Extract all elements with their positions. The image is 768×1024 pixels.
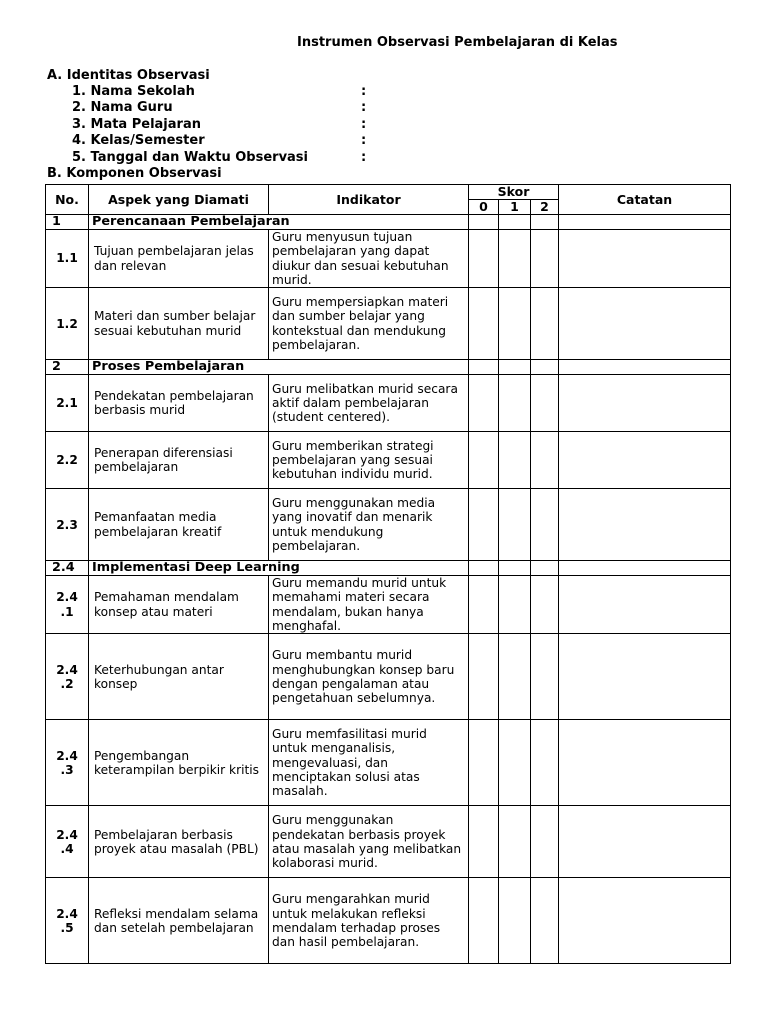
score-cell[interactable]	[531, 561, 559, 576]
indicator-cell: Guru membantu murid menghubungkan konsep baru dengan pengalaman atau pengetahuan sebelumnya.	[269, 634, 469, 720]
score-0-cell[interactable]	[469, 432, 499, 489]
document-title: Instrumen Observasi Pembelajaran di Kelas	[297, 35, 618, 50]
identity-row-date	[72, 149, 367, 166]
score-2-cell[interactable]	[531, 288, 559, 360]
note-cell[interactable]	[559, 720, 731, 806]
header-aspek: Aspek yang Diamati	[89, 185, 269, 215]
identity-label: 3. Mata Pelajaran	[72, 116, 201, 132]
note-cell[interactable]	[559, 806, 731, 878]
row-number: 1.1	[46, 230, 89, 288]
indicator-cell: Guru memfasilitasi murid untuk menganalisis, mengevaluasi, dan menciptakan solusi atas masalah.	[269, 720, 469, 806]
note-cell[interactable]	[559, 215, 731, 230]
score-1-cell[interactable]	[499, 576, 531, 634]
score-cell[interactable]	[499, 360, 531, 375]
score-1-cell[interactable]	[499, 634, 531, 720]
score-0-cell[interactable]	[469, 489, 499, 561]
header-score-1: 1	[499, 200, 531, 215]
row-number: 2.4 .5	[46, 878, 89, 964]
table-row	[46, 375, 731, 432]
identity-label: 4. Kelas/Semester	[72, 133, 205, 149]
score-0-cell[interactable]	[469, 634, 499, 720]
header-indikator: Indikator	[269, 185, 469, 215]
note-cell[interactable]	[559, 288, 731, 360]
indicator-cell: Guru mengarahkan murid untuk melakukan refleksi mendalam terhadap proses dan hasil pembelajaran.	[269, 878, 469, 964]
identity-colon: :	[361, 149, 367, 165]
score-1-cell[interactable]	[499, 489, 531, 561]
score-0-cell[interactable]	[469, 288, 499, 360]
section-title: Perencanaan Pembelajaran	[89, 215, 469, 230]
note-cell[interactable]	[559, 634, 731, 720]
score-1-cell[interactable]	[499, 230, 531, 288]
aspect-cell: Materi dan sumber belajar sesuai kebutuhan murid	[89, 288, 269, 360]
score-2-cell[interactable]	[531, 576, 559, 634]
score-cell[interactable]	[531, 360, 559, 375]
section-title: Implementasi Deep Learning	[89, 561, 469, 576]
aspect-cell: Tujuan pembelajaran jelas dan relevan	[89, 230, 269, 288]
section-number: 1	[46, 215, 89, 230]
score-1-cell[interactable]	[499, 375, 531, 432]
header-score-2: 2	[531, 200, 559, 215]
indicator-cell: Guru memberikan strategi pembelajaran yang sesuai kebutuhan individu murid.	[269, 432, 469, 489]
identity-label: 5. Tanggal dan Waktu Observasi	[72, 149, 309, 165]
indicator-cell: Guru memandu murid untuk memahami materi secara mendalam, bukan hanya menghafal.	[269, 576, 469, 634]
table-row	[46, 720, 731, 806]
score-cell[interactable]	[469, 360, 499, 375]
score-0-cell[interactable]	[469, 878, 499, 964]
score-2-cell[interactable]	[531, 375, 559, 432]
aspect-cell: Keterhubungan antar konsep	[89, 634, 269, 720]
row-number: 2.2	[46, 432, 89, 489]
score-0-cell[interactable]	[469, 720, 499, 806]
score-1-cell[interactable]	[499, 720, 531, 806]
score-0-cell[interactable]	[469, 576, 499, 634]
score-2-cell[interactable]	[531, 489, 559, 561]
score-1-cell[interactable]	[499, 878, 531, 964]
section-number: 2	[46, 360, 89, 375]
identity-colon: :	[361, 100, 367, 116]
section-row	[46, 360, 731, 375]
header-no: No.	[46, 185, 89, 215]
score-2-cell[interactable]	[531, 878, 559, 964]
identity-row-class	[72, 133, 367, 149]
note-cell[interactable]	[559, 878, 731, 964]
score-2-cell[interactable]	[531, 806, 559, 878]
table-row	[46, 230, 731, 288]
identity-label: 2. Nama Guru	[72, 100, 173, 116]
table-row	[46, 489, 731, 561]
identity-colon: :	[361, 133, 367, 149]
header-catatan: Catatan	[559, 185, 731, 215]
row-number: 2.4 .2	[46, 634, 89, 720]
section-a-heading: A. Identitas Observasi	[47, 68, 210, 83]
score-cell[interactable]	[469, 215, 499, 230]
score-cell[interactable]	[469, 561, 499, 576]
identity-row-school	[72, 84, 367, 100]
note-cell[interactable]	[559, 230, 731, 288]
table-row	[46, 806, 731, 878]
section-title: Proses Pembelajaran	[89, 360, 469, 375]
identity-row-subject	[72, 116, 367, 133]
identity-colon: :	[361, 116, 367, 132]
aspect-cell: Pemanfaatan media pembelajaran kreatif	[89, 489, 269, 561]
row-number: 2.1	[46, 375, 89, 432]
score-0-cell[interactable]	[469, 806, 499, 878]
note-cell[interactable]	[559, 561, 731, 576]
row-number: 2.3	[46, 489, 89, 561]
identity-row-teacher	[72, 100, 367, 116]
aspect-cell: Pengembangan keterampilan berpikir kritis	[89, 720, 269, 806]
indicator-cell: Guru menggunakan pendekatan berbasis proyek atau masalah yang melibatkan kolaborasi murid.	[269, 806, 469, 878]
note-cell[interactable]	[559, 576, 731, 634]
note-cell[interactable]	[559, 360, 731, 375]
table-row	[46, 878, 731, 964]
score-2-cell[interactable]	[531, 432, 559, 489]
score-2-cell[interactable]	[531, 720, 559, 806]
table-row	[46, 634, 731, 720]
identity-label: 1. Nama Sekolah	[72, 84, 195, 99]
row-number: 2.4 .1	[46, 576, 89, 634]
score-1-cell[interactable]	[499, 432, 531, 489]
identity-colon: :	[361, 84, 367, 99]
score-1-cell[interactable]	[499, 806, 531, 878]
header-score-0: 0	[469, 200, 499, 215]
indicator-cell: Guru mempersiapkan materi dan sumber belajar yang kontekstual dan mendukung pembelajaran.	[269, 288, 469, 360]
row-number: 2.4 .3	[46, 720, 89, 806]
score-0-cell[interactable]	[469, 230, 499, 288]
indicator-cell: Guru menyusun tujuan pembelajaran yang dapat diukur dan sesuai kebutuhan murid.	[269, 230, 469, 288]
table-row	[46, 432, 731, 489]
identity-list	[72, 84, 367, 166]
note-cell[interactable]	[559, 489, 731, 561]
score-2-cell[interactable]	[531, 230, 559, 288]
score-0-cell[interactable]	[469, 375, 499, 432]
row-number: 1.2	[46, 288, 89, 360]
indicator-cell: Guru menggunakan media yang inovatif dan menarik untuk mendukung pembelajaran.	[269, 489, 469, 561]
score-2-cell[interactable]	[531, 634, 559, 720]
aspect-cell: Penerapan diferensiasi pembelajaran	[89, 432, 269, 489]
score-cell[interactable]	[531, 215, 559, 230]
score-cell[interactable]	[499, 561, 531, 576]
aspect-cell: Pemahaman mendalam konsep atau materi	[89, 576, 269, 634]
aspect-cell: Pendekatan pembelajaran berbasis murid	[89, 375, 269, 432]
header-skor: Skor	[469, 185, 559, 200]
score-1-cell[interactable]	[499, 288, 531, 360]
section-row	[46, 561, 731, 576]
section-b-heading: B. Komponen Observasi	[47, 166, 222, 181]
section-number: 2.4	[46, 561, 89, 576]
row-number: 2.4 .4	[46, 806, 89, 878]
table-row	[46, 288, 731, 360]
note-cell[interactable]	[559, 375, 731, 432]
aspect-cell: Pembelajaran berbasis proyek atau masalah (PBL)	[89, 806, 269, 878]
section-row	[46, 215, 731, 230]
indicator-cell: Guru melibatkan murid secara aktif dalam pembelajaran (student centered).	[269, 375, 469, 432]
observation-table	[45, 184, 731, 964]
note-cell[interactable]	[559, 432, 731, 489]
aspect-cell: Refleksi mendalam selama dan setelah pembelajaran	[89, 878, 269, 964]
table-row	[46, 576, 731, 634]
score-cell[interactable]	[499, 215, 531, 230]
